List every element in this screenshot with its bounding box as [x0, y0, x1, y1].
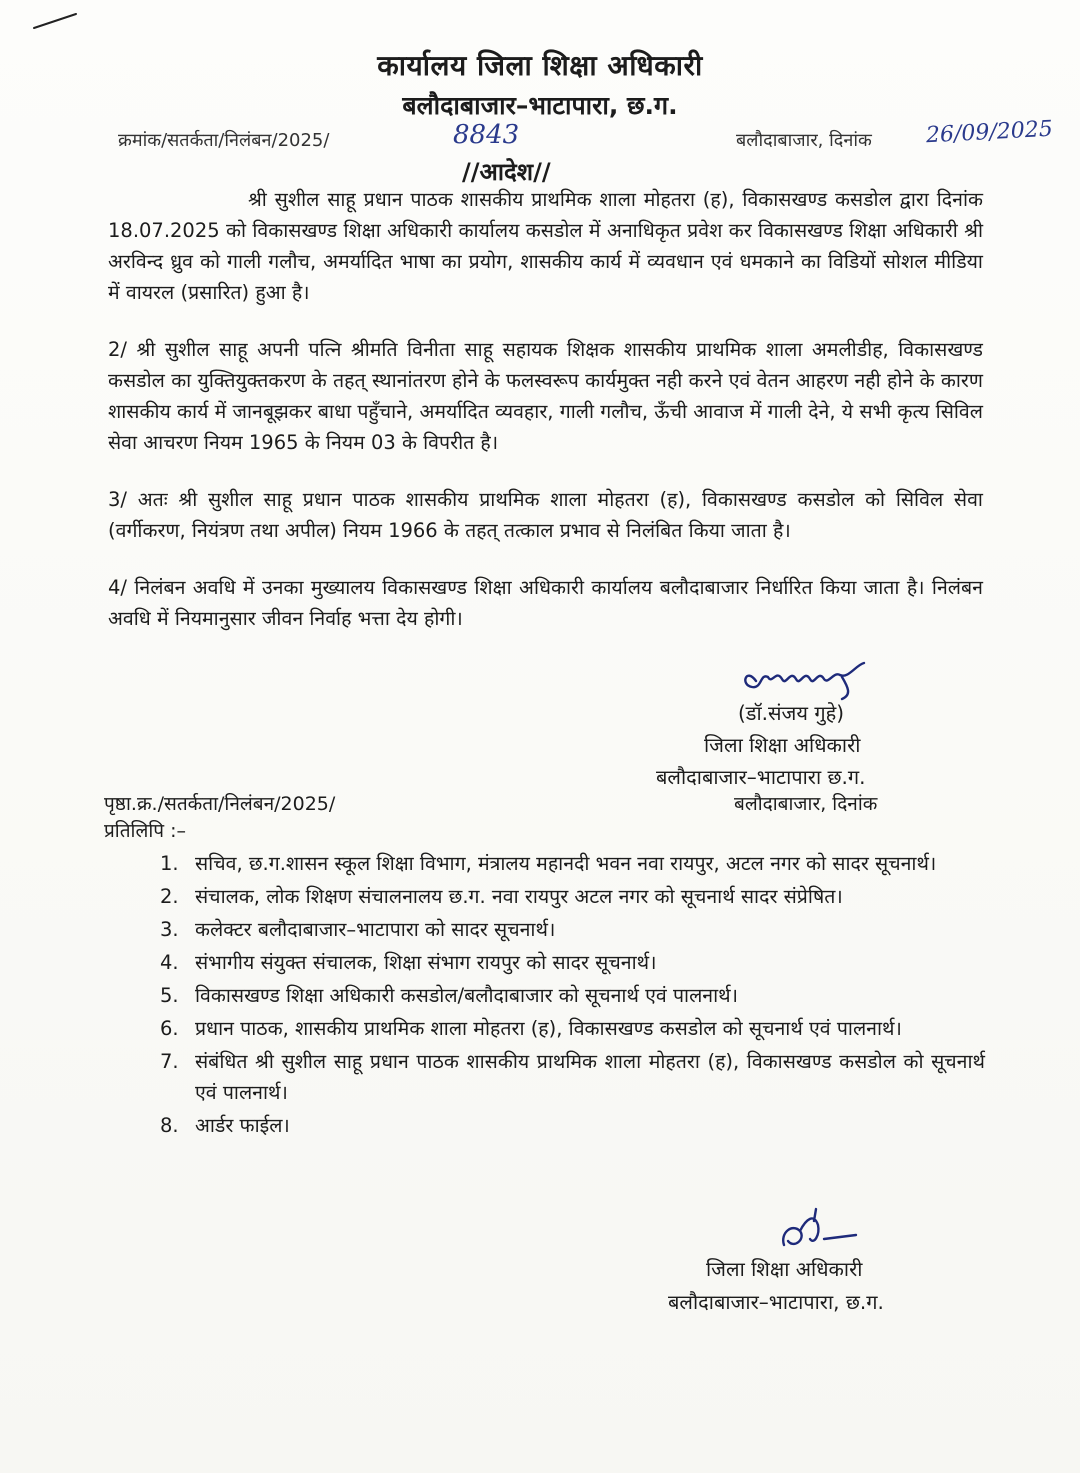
- copy-list-item: 8. आर्डर फाईल।: [160, 1114, 290, 1137]
- copy-list-item: 7. संबंधित श्री सुशील साहू प्रधान पाठक शासकीय प्राथमिक शाला मोहतरा (ह), विकासखण्ड कसडोल को सूचनार्थ एवं पालनार्थ।: [160, 1050, 985, 1104]
- signatory-location: बलौदाबाजार–भाटापारा छ.ग.: [656, 765, 866, 789]
- pen-mark-icon: [30, 10, 80, 32]
- order-title: //आदेश//: [462, 158, 551, 186]
- order-number-handwritten: 8843: [453, 120, 520, 150]
- order-paragraph-4: 4/ निलंबन अवधि में उनका मुख्यालय विकासखण्ड शिक्षा अधिकारी कार्यालय बलौदाबाजार निर्धारित किया जाता है। निलंबन अवधि में नियमानुसार जीवन निर्वाह भत्ता देय होगी।: [108, 576, 983, 630]
- copy-list-item: 5. विकासखण्ड शिक्षा अधिकारी कसडोल/बलौदाबाजार को सूचनार्थ एवं पालनार्थ।: [160, 984, 739, 1007]
- order-paragraph-1: श्री सुशील साहू प्रधान पाठक शासकीय प्राथमिक शाला मोहतरा (ह), विकासखण्ड कसडोल द्वारा दिनांक 18.07.2025 को विकासखण्ड शिक्षा अधिकारी कार्यालय कसडोल में अनाधिकृत प्रवेश कर विकासखण्ड शिक्षा अधिकारी श्री अरविन्द ध्रुव को गाली गलौच, अमर्यादित भाषा का प्रयोग, शासकीय कार्य में व्यवधान एवं धमकाने का विडियों सोशल मीडिया में वायरल (प्रसारित) हुआ है।: [108, 188, 983, 304]
- copy-list-item: 3. कलेक्टर बलौदाबाजार–भाटापारा को सादर सूचनार्थ।: [160, 918, 556, 941]
- initials-signature-icon: [770, 1205, 890, 1253]
- copy-list-item: 2. संचालक, लोक शिक्षण संचालनालय छ.ग. नवा रायपुर अटल नगर को सूचनार्थ सादर संप्रेषित।: [160, 885, 843, 908]
- signatory-designation: जिला शिक्षा अधिकारी: [704, 733, 861, 757]
- copy-list-item: 1. सचिव, छ.ग.शासन स्कूल शिक्षा विभाग, मंत्रालय महानदी भवन नवा रायपुर, अटल नगर को सादर सूचनार्थ।: [160, 852, 937, 875]
- copy-label: प्रतिलिपि :–: [104, 820, 187, 842]
- copy-list-item: 4. संभागीय संयुक्त संचालक, शिक्षा संभाग रायपुर को सादर सूचनार्थ।: [160, 951, 657, 974]
- signatory-name: (डॉ.संजय गुहे): [738, 701, 845, 725]
- endorsement-date-label: बलौदाबाजार, दिनांक: [734, 793, 878, 815]
- order-reference: क्रमांक/सतर्कता/निलंबन/2025/: [118, 130, 330, 151]
- order-paragraph-3: 3/ अतः श्री सुशील साहू प्रधान पाठक शासकीय प्राथमिक शाला मोहतरा (ह), विकासखण्ड कसडोल को सिविल सेवा (वर्गीकरण, नियंत्रण तथा अपील) नियम 1966 के तहत् तत्काल प्रभाव से निलंबित किया जाता है।: [108, 488, 983, 542]
- signatory2-location: बलौदाबाजार–भाटापारा, छ.ग.: [668, 1290, 884, 1314]
- date-handwritten: 26/09/2025: [925, 116, 1054, 149]
- office-location: बलौदाबाजार–भाटापारा, छ.ग.: [402, 91, 678, 120]
- office-title: कार्यालय जिला शिक्षा अधिकारी: [377, 49, 703, 82]
- order-paragraph-2: 2/ श्री सुशील साहू अपनी पत्नि श्रीमति विनीता साहू सहायक शिक्षक शासकीय प्राथमिक शाला अमलीडीह, विकासखण्ड कसडोल का युक्तियुक्तकरण के तहत् स्थानांतरण होने के फलस्वरूप कार्यमुक्त नही करने एवं वेतन आहरण नही होने के कारण शासकीय कार्य में जानबूझकर बाधा पहुँचाने, अमर्यादित व्यवहार, गाली गलौच, ऊँची आवाज में गाली देने, ये सभी कृत्य सिविल सेवा आचरण नियम 1965 के नियम 03 के विपरीत है।: [108, 338, 983, 454]
- signatory2-designation: जिला शिक्षा अधिकारी: [706, 1257, 863, 1281]
- endorsement-reference: पृष्ठा.क्र./सतर्कता/निलंबन/2025/: [104, 793, 336, 815]
- date-label: बलौदाबाजार, दिनांक: [736, 130, 872, 151]
- signature-icon: [738, 655, 878, 703]
- copy-list: [160, 848, 985, 1143]
- copy-list-item: 6. प्रधान पाठक, शासकीय प्राथमिक शाला मोहतरा (ह), विकासखण्ड कसडोल को सूचनार्थ एवं पालनार्थ।: [160, 1017, 902, 1040]
